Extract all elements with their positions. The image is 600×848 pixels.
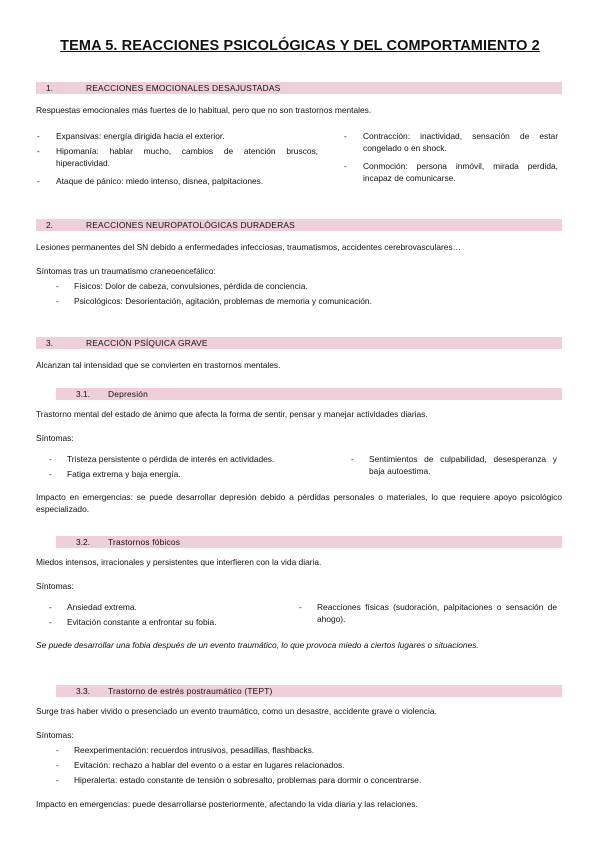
section-number: 3. <box>46 338 53 348</box>
bullet-dash: - <box>56 760 59 770</box>
section-number: 1. <box>46 83 53 93</box>
list-item: Reacciones físicas (sudoración, palpitaciones o sensación de ahogo). <box>317 602 557 624</box>
subsection-3-3-impact: Impacto en emergencias: puede desarrollarse posteriormente, afectando la vida diaria y las relaciones. <box>36 799 418 809</box>
subsection-3-1-impact: Impacto en emergencias: se puede desarrollar depresión debido a pérdidas personales o materiales, lo que requiere apoyo psicológico especializado. <box>36 492 562 514</box>
subsection-3-2-heading-band <box>56 536 562 548</box>
list-item: Fatiga extrema y baja energía. <box>67 469 181 479</box>
subsection-3-3-heading-band <box>56 685 562 697</box>
bullet-dash: - <box>37 146 40 156</box>
list-item: Ansiedad extrema. <box>67 602 137 612</box>
list-item: Físicos: Dolor de cabeza, convulsiones, pérdida de conciencia. <box>74 281 308 291</box>
list-item: Hiperalerta: estado constante de tensión o sobresalto, problemas para dormir o concentrarse. <box>74 775 422 785</box>
symptoms-label: Síntomas: <box>36 730 74 740</box>
subsection-3-2-note: Se puede desarrollar una fobia después de un evento traumático, lo que provoca miedo a ciertos lugares o situaciones. <box>36 640 479 650</box>
list-item: Ataque de pánico: miedo intenso, disnea, palpitaciones. <box>56 176 264 186</box>
subsection-number: 3.1. <box>76 389 90 399</box>
bullet-dash: - <box>49 454 52 464</box>
section-heading: REACCIONES NEUROPATOLÓGICAS DURADERAS <box>86 220 295 230</box>
section-number: 2. <box>46 220 53 230</box>
bullet-dash: - <box>299 602 302 612</box>
list-item: Evitación: rechazo a hablar del evento o a estar en lugares relacionados. <box>74 760 345 770</box>
bullet-dash: - <box>344 161 347 171</box>
document-title: TEMA 5. REACCIONES PSICOLÓGICAS Y DEL COMPORTAMIENTO 2 <box>60 38 540 54</box>
section-heading: REACCIÓN PSÍQUICA GRAVE <box>86 338 208 348</box>
bullet-dash: - <box>37 176 40 186</box>
section-1-heading-band <box>36 82 562 94</box>
list-item: Psicológicos: Desorientación, agitación, problemas de memoria y comunicación. <box>74 296 372 306</box>
section-3-heading-band <box>36 337 562 349</box>
bullet-dash: - <box>56 775 59 785</box>
bullet-dash: - <box>49 469 52 479</box>
subsection-3-1-heading-band <box>56 388 562 400</box>
bullet-dash: - <box>344 131 347 141</box>
subsection-heading: Depresión <box>108 389 148 399</box>
section-3-intro: Alcanzan tal intensidad que se convierten en trastornos mentales. <box>36 360 281 370</box>
section-2-heading-band <box>36 219 562 231</box>
list-item: Tristeza persistente o pérdida de interés en actividades. <box>67 454 275 464</box>
subsection-3-3-description: Surge tras haber vivido o presenciado un evento traumático, como un desastre, accidente grave o violencia. <box>36 706 437 716</box>
list-item: Evitación constante a enfrontar su fobia. <box>67 617 217 627</box>
list-item: Sentimientos de culpabilidad, desesperanza y baja autoestima. <box>369 454 557 476</box>
subsection-heading: Trastornos fóbicos <box>108 537 181 547</box>
section-heading: REACCIONES EMOCIONALES DESAJUSTADAS <box>86 83 281 93</box>
symptoms-label: Síntomas: <box>36 581 74 591</box>
list-item: Expansivas: energía dirigida hacia el exterior. <box>56 131 225 141</box>
subsection-3-1-description: Trastorno mental del estado de ánimo que afecta la forma de sentir, pensar y manejar actividades diarias. <box>36 409 428 419</box>
symptoms-label: Síntomas: <box>36 433 74 443</box>
section-2-intro: Lesiones permanentes del SN debido a enfermedades infecciosas, traumatismos, accidentes cerebrovasculares… <box>36 242 462 252</box>
bullet-dash: - <box>351 454 354 464</box>
list-item: Conmoción: persona inmóvil, mirada perdida, incapaz de comunicarse. <box>363 161 558 183</box>
subsection-heading: Trastorno de estrés postraumático (TEPT) <box>108 686 273 696</box>
subsection-number: 3.2. <box>76 537 90 547</box>
bullet-dash: - <box>49 617 52 627</box>
list-item: Reexperimentación: recuerdos intrusivos, pesadillas, flashbacks. <box>74 745 315 755</box>
section-2-symptoms-intro: Síntomas tras un traumatismo craneoencefálico: <box>36 266 216 276</box>
bullet-dash: - <box>49 602 52 612</box>
bullet-dash: - <box>37 131 40 141</box>
list-item: Hipomanía: hablar mucho, cambios de atención bruscos, hiperactividad. <box>56 146 318 168</box>
section-1-intro: Respuestas emocionales más fuertes de lo habitual, pero que no son trastornos mentales. <box>36 105 372 115</box>
bullet-dash: - <box>56 281 59 291</box>
list-item: Contracción: inactividad, sensación de estar congelado o en shock. <box>363 131 558 153</box>
subsection-number: 3.3. <box>76 686 90 696</box>
bullet-dash: - <box>56 745 59 755</box>
subsection-3-2-description: Miedos intensos, irracionales y persistentes que interfieren con la vida diaria. <box>36 557 322 567</box>
bullet-dash: - <box>56 296 59 306</box>
